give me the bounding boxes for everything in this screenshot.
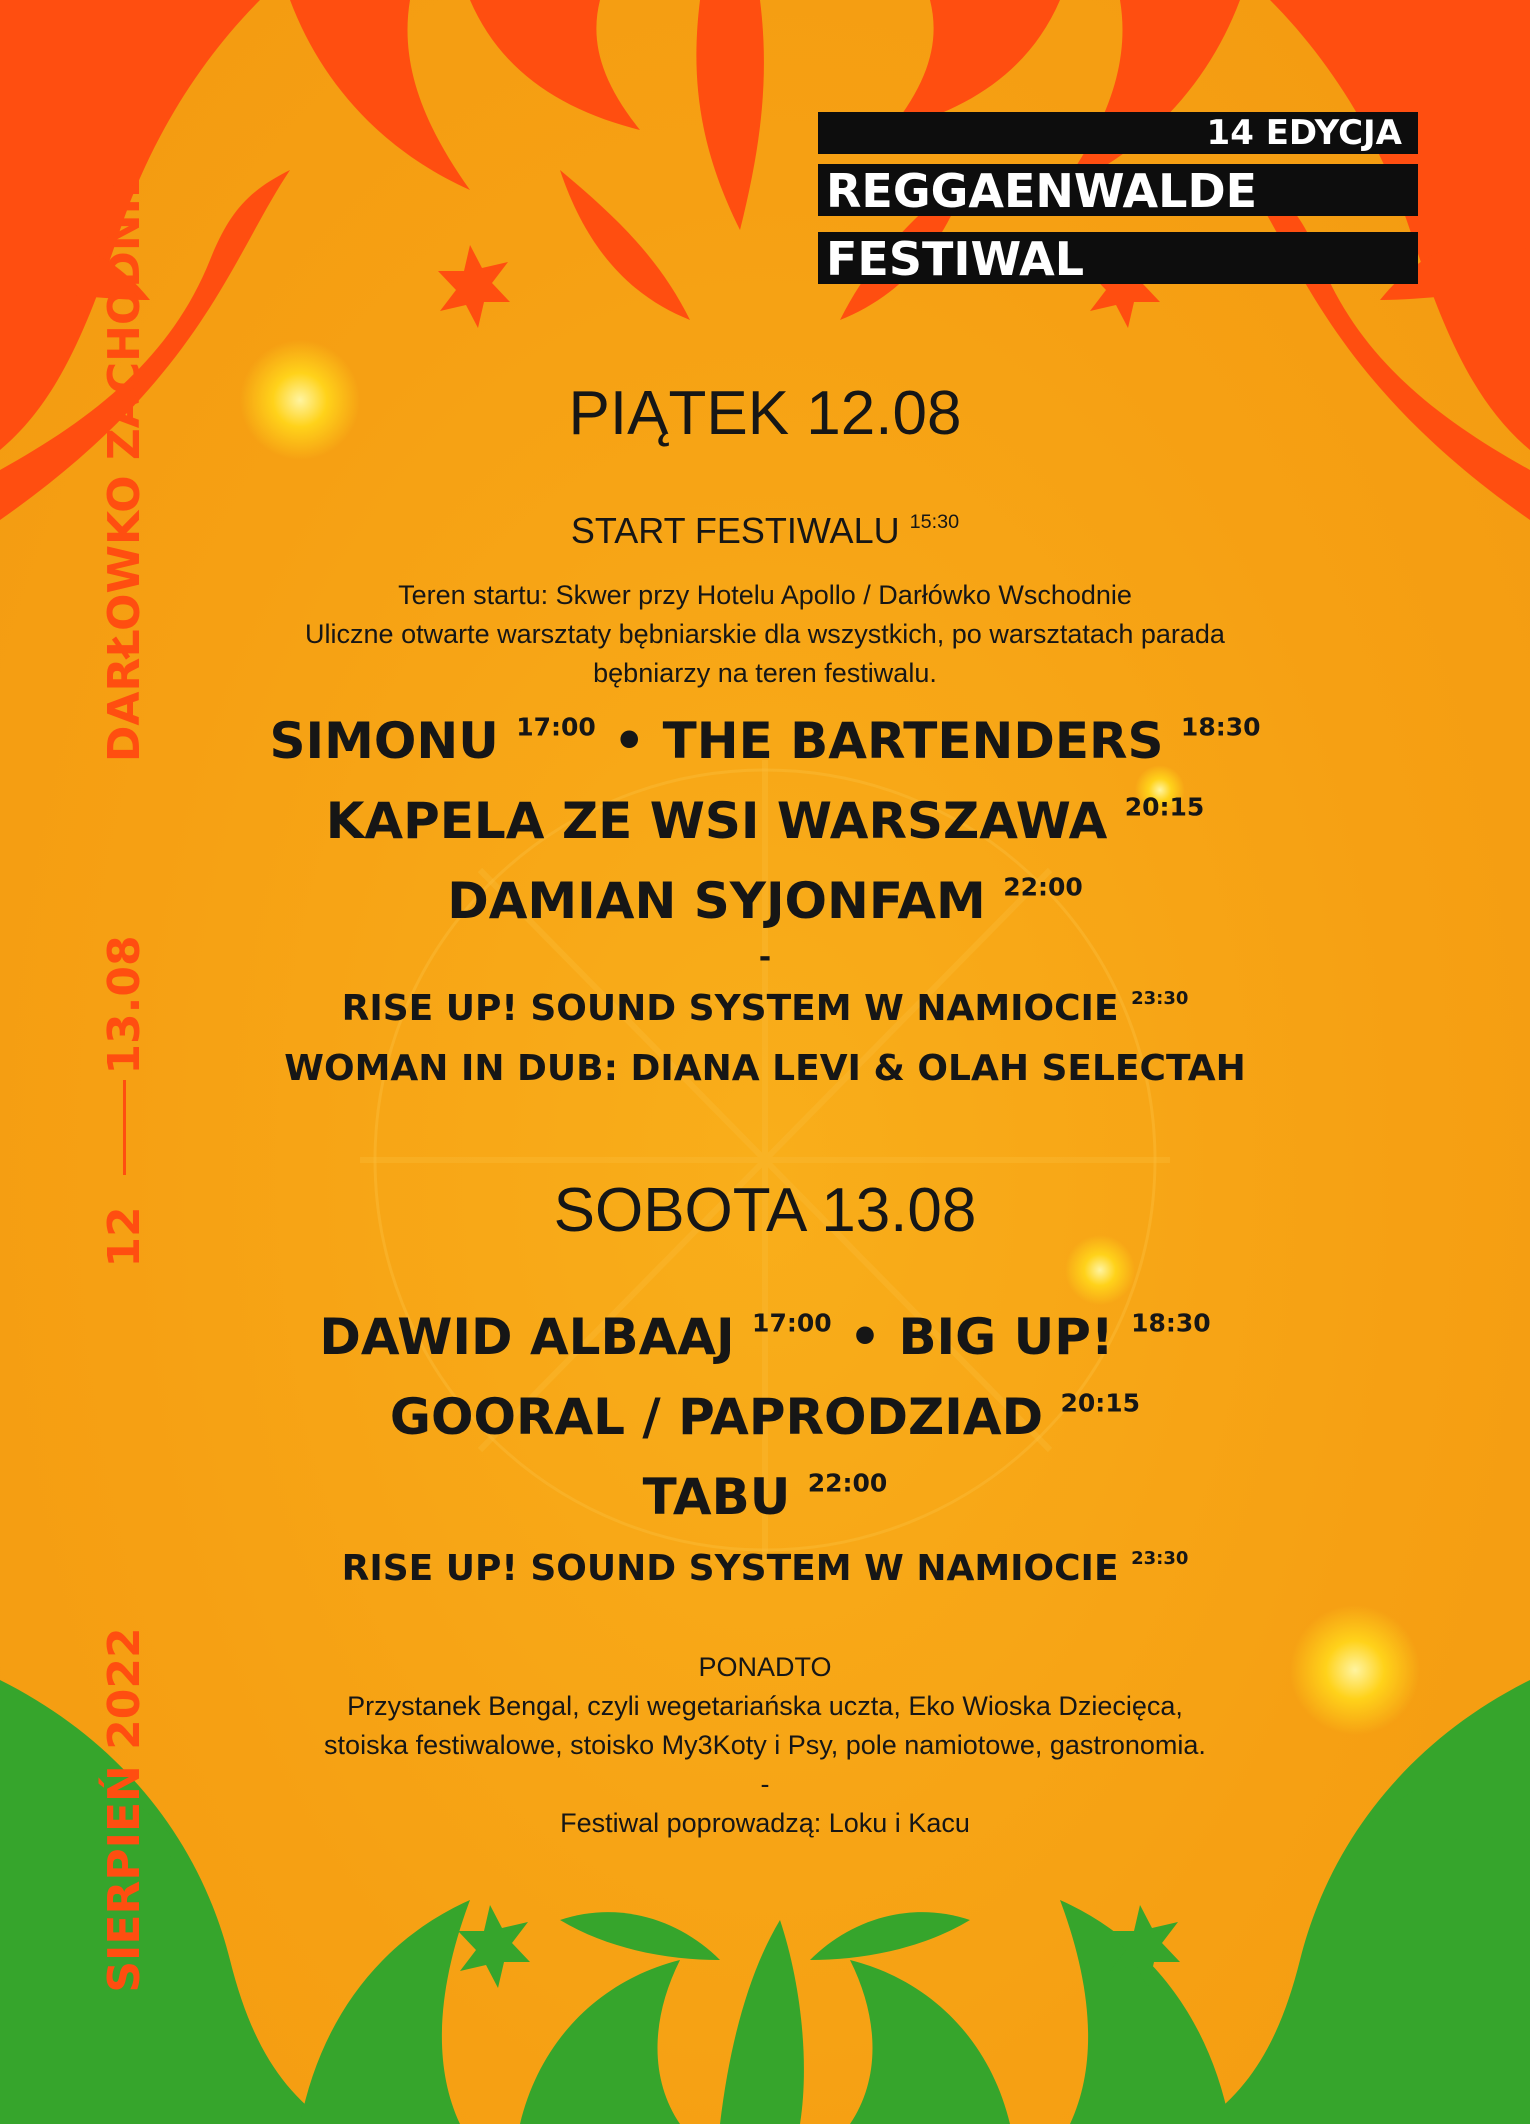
act-name: KAPELA ZE WSI WARSZAWA (325, 792, 1108, 850)
friday-heading: PIĄTEK 12.08 (568, 379, 962, 448)
saturday-lineup-row (0, 1468, 1530, 1526)
month-year-label: SIERPIEŃ 2022 (99, 1627, 150, 1993)
extras-line: stoiska festiwalowe, stoisko My3Koty i Psy, pole namiotowe, gastronomia. (324, 1730, 1206, 1760)
friday-divider: - (758, 940, 772, 975)
act-time: 20:15 (1124, 792, 1205, 822)
saturday-tent-row (0, 1548, 1530, 1589)
friday-tent-guests: WOMAN IN DUB: DIANA LEVI & OLAH SELECTAH (284, 1048, 1246, 1089)
date-range-line (123, 1080, 126, 1175)
tent-name: RISE UP! SOUND SYSTEM W NAMIOCIE (341, 988, 1119, 1030)
act-name: DAMIAN SYJONFAM (447, 872, 986, 930)
extras-line: Przystanek Bengal, czyli wegetariańska uczta, Eko Wioska Dziecięca, (347, 1691, 1183, 1721)
act-name: TABU (642, 1468, 791, 1526)
date-from-label: 12 (99, 1206, 150, 1268)
festival-start-time: 15:30 (909, 511, 960, 534)
act-name: BIG UP! (898, 1308, 1114, 1366)
festival-type-bar (818, 232, 1418, 284)
saturday-heading: SOBOTA 13.08 (553, 1176, 977, 1245)
festival-start-label: START FESTIWALU (570, 510, 900, 551)
friday-lineup-row (0, 872, 1530, 930)
act-time: 18:30 (1180, 712, 1261, 742)
start-info-line: bębniarzy na teren festiwalu. (593, 658, 937, 688)
start-info-line: Teren startu: Skwer przy Hotelu Apollo / Darłówko Wschodnie (398, 580, 1132, 610)
friday-lineup-row (0, 792, 1530, 850)
festival-start-line (0, 510, 1530, 552)
act-time: 18:30 (1131, 1308, 1211, 1338)
edition-bar (818, 112, 1418, 154)
start-info (0, 576, 1530, 693)
act-name: DAWID ALBAAJ (319, 1308, 735, 1366)
act-time: 17:00 (752, 1308, 832, 1338)
act-time: 22:00 (807, 1468, 888, 1498)
festival-type: FESTIWAL (826, 232, 1085, 286)
act-separator: • (613, 712, 646, 770)
act-separator: • (849, 1308, 882, 1366)
saturday-lineup-row (0, 1308, 1530, 1366)
act-name: SIMONU (269, 712, 499, 770)
edition-label: 14 EDYCJA (1206, 113, 1402, 153)
location-label: DARŁOWKO ZACHODNIE (99, 167, 150, 763)
act-time: 17:00 (516, 712, 596, 742)
extras-section (0, 1648, 1530, 1843)
tent-time: 23:30 (1131, 1548, 1189, 1569)
extras-heading: PONADTO (698, 1652, 832, 1682)
festival-name: REGGAENWALDE (826, 164, 1258, 218)
tent-name: RISE UP! SOUND SYSTEM W NAMIOCIE (341, 1548, 1119, 1590)
friday-tent-row (0, 988, 1530, 1029)
act-name: THE BARTENDERS (662, 712, 1164, 770)
act-time: 20:15 (1060, 1388, 1141, 1418)
hosts-line: Festiwal poprowadzą: Loku i Kacu (560, 1808, 970, 1838)
act-name: GOORAL / PAPRODZIAD (389, 1388, 1044, 1446)
start-info-line: Uliczne otwarte warsztaty bębniarskie dla wszystkich, po warsztatach parada (305, 619, 1225, 649)
extras-divider: - (760, 1769, 770, 1799)
date-to-label: 13.08 (99, 935, 150, 1075)
festival-name-bar (818, 164, 1418, 216)
act-time: 22:00 (1003, 872, 1083, 902)
friday-lineup-row (0, 712, 1530, 770)
saturday-lineup-row (0, 1388, 1530, 1446)
tent-time: 23:30 (1131, 988, 1189, 1009)
